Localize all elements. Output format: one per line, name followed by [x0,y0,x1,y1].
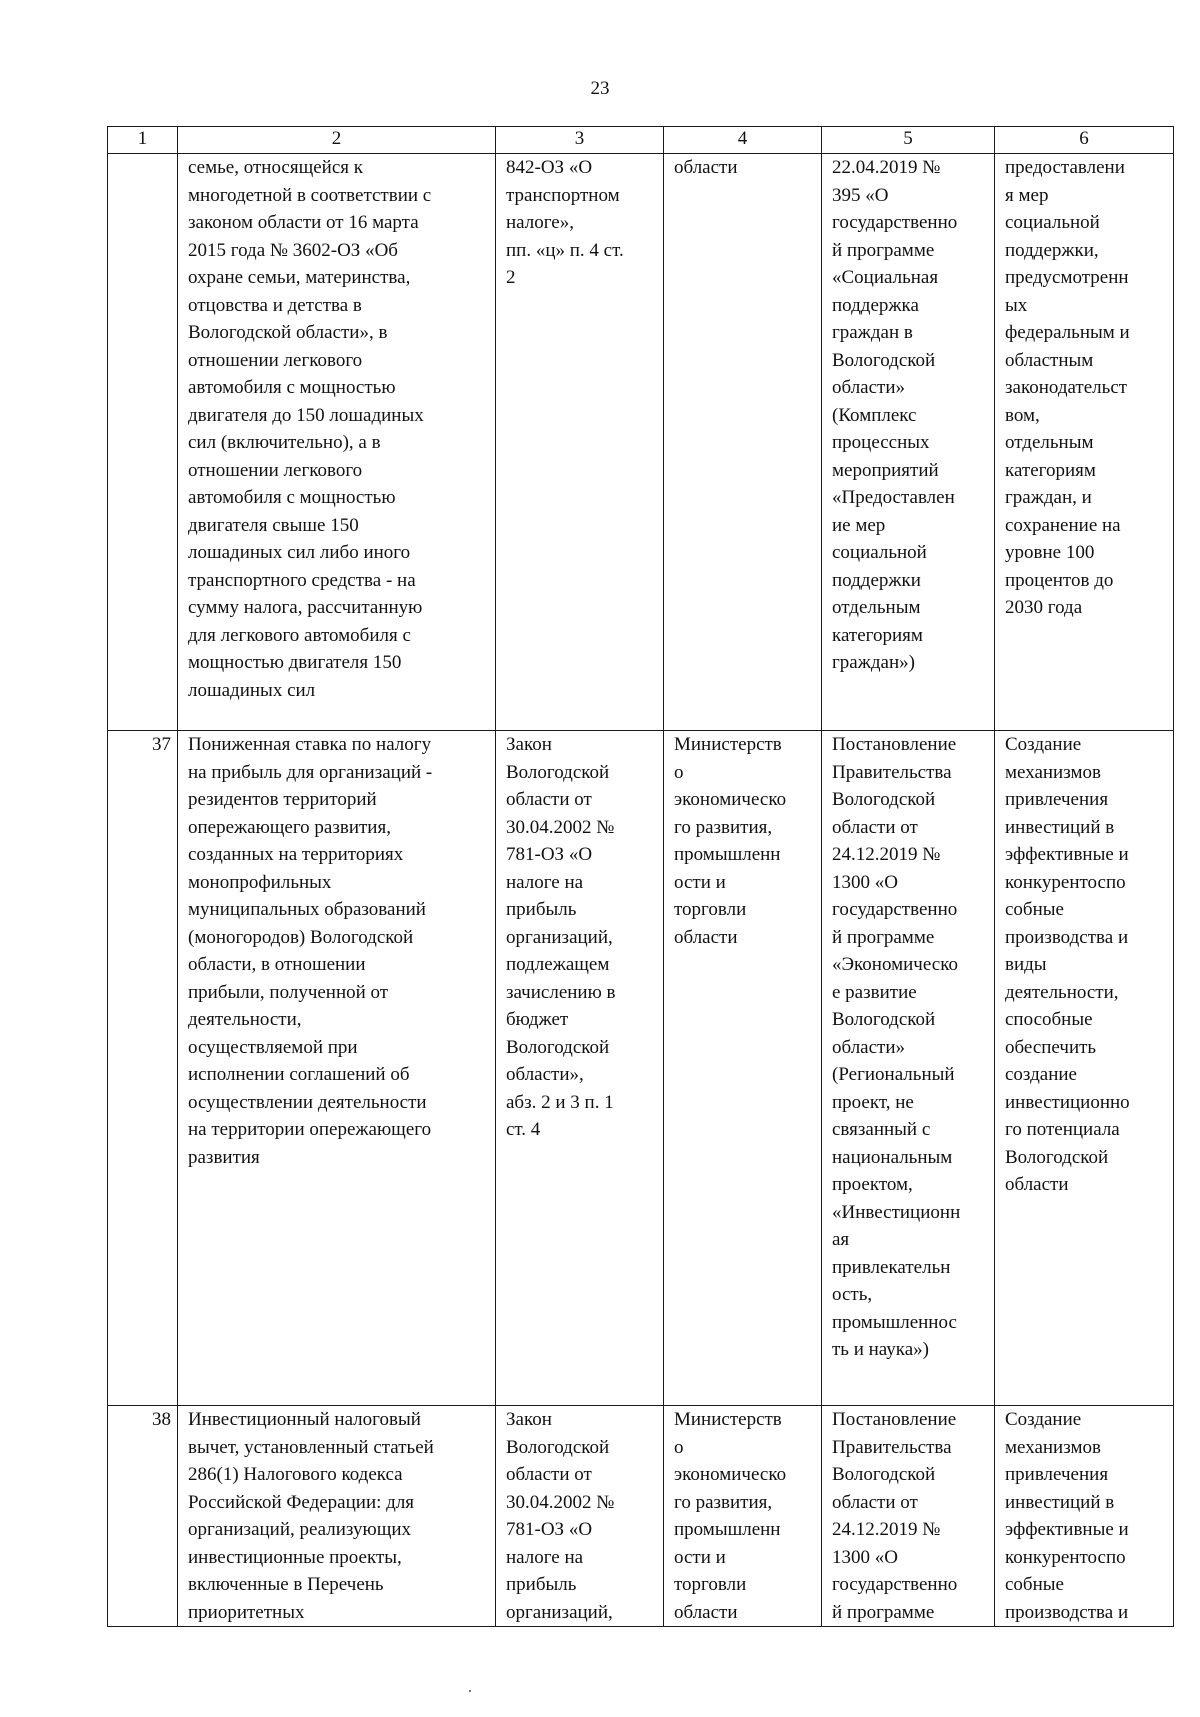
table-row [108,1406,1174,1627]
tax-benefits-table [107,126,1174,1627]
curator: области [664,154,822,731]
benefit-description: семье, относящейся к многодетной в соответствии с законом области от 16 марта 2015 года № 3602-ОЗ «Об охране семьи, материнства, отцовства и детства в Вологодской области», в отношении легкового автомобиля с мощностью двигателя до 150 лошадиных сил (включительно), а в отношении легкового автомобиля с мощностью двигателя свыше 150 лошадиных сил либо иного транспортного средства - на сумму налога, рассчитанную для легкового автомобиля с мощностью двигателя 150 лошадиных сил [178,154,496,731]
benefit-description: Пониженная ставка по налогу на прибыль для организаций - резидентов территорий опережающего развития, созданных на территориях монопрофильных муниципальных образований (моногородов) Вологодской области, в отношении прибыли, полученной от деятельности, осуществляемой при исполнении соглашений об осуществлении деятельности на территории опережающего развития [178,731,496,1406]
column-number-row [108,127,1174,154]
row-number: 38 [108,1406,178,1627]
row-number: 37 [108,731,178,1406]
scan-speck [469,1690,471,1692]
row-number [108,154,178,731]
table-row [108,154,1174,731]
column-number: 5 [822,127,995,154]
column-number: 1 [108,127,178,154]
column-number: 2 [178,127,496,154]
legal-basis: Закон Вологодской области от 30.04.2002 № 781-ОЗ «О налоге на прибыль организаций, подлежащем зачислению в бюджет Вологодской области», абз. 2 и 3 п. 1 ст. 4 [496,731,664,1406]
program-goal: предоставлени я мер социальной поддержки, предусмотренн ых федеральным и областным законодательст вом, отдельным категориям граждан, и сохранение на уровне 100 процентов до 2030 года [995,154,1174,731]
column-number: 3 [496,127,664,154]
benefit-description: Инвестиционный налоговый вычет, установленный статьей 286(1) Налогового кодекса Российской Федерации: для организаций, реализующих инвестиционные проекты, включенные в Перечень приоритетных [178,1406,496,1627]
program-goal: Создание механизмов привлечения инвестиций в эффективные и конкурентоспо собные производства и [995,1406,1174,1627]
page-number: 23 [590,78,610,99]
curator: Министерств о экономическо го развития, промышленн ости и торговли области [664,1406,822,1627]
state-program: 22.04.2019 № 395 «О государственно й программе «Социальная поддержка граждан в Вологодской области» (Комплекс процессных мероприятий «Предоставлен ие мер социальной поддержки отдельным категориям граждан») [822,154,995,731]
legal-basis: 842-ОЗ «О транспортном налоге», пп. «ц» п. 4 ст. 2 [496,154,664,731]
column-number: 4 [664,127,822,154]
state-program: Постановление Правительства Вологодской области от 24.12.2019 № 1300 «О государственно й программе [822,1406,995,1627]
state-program: Постановление Правительства Вологодской области от 24.12.2019 № 1300 «О государственно й программе «Экономическо е развитие Вологодской области» (Региональный проект, не связанный с национальным проектом, «Инвестиционн ая привлекательн ость, промышленнос ть и наука») [822,731,995,1406]
legal-basis: Закон Вологодской области от 30.04.2002 № 781-ОЗ «О налоге на прибыль организаций, [496,1406,664,1627]
curator: Министерств о экономическо го развития, промышленн ости и торговли области [664,731,822,1406]
table-row [108,731,1174,1406]
program-goal: Создание механизмов привлечения инвестиций в эффективные и конкурентоспо собные производства и виды деятельности, способные обеспечить создание инвестиционно го потенциала Вологодской области [995,731,1174,1406]
column-number: 6 [995,127,1174,154]
